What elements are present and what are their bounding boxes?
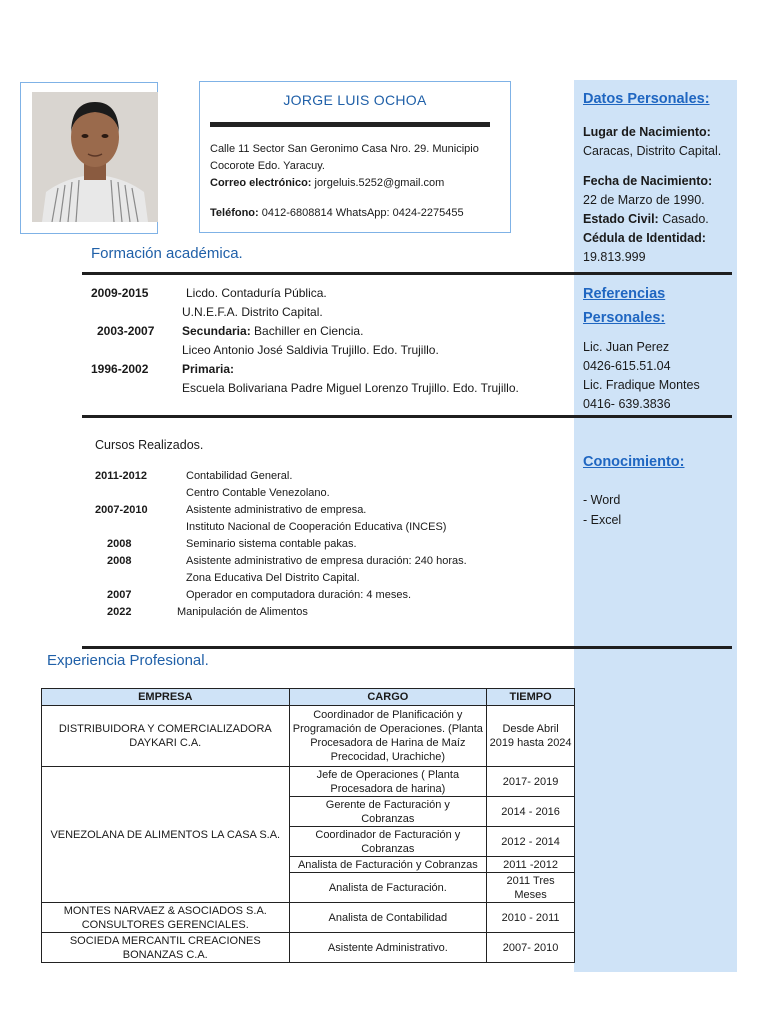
section-divider bbox=[82, 415, 732, 418]
conocimiento-heading: Conocimiento: bbox=[583, 454, 685, 470]
email-label: Correo electrónico: bbox=[210, 177, 312, 189]
formacion-year bbox=[91, 303, 182, 322]
curso-year: 2011-2012 bbox=[95, 470, 147, 482]
table-header-row bbox=[42, 689, 575, 706]
column-header-cargo: CARGO bbox=[289, 689, 487, 706]
cargo-cell: Jefe de Operaciones ( Planta Procesadora de harina) bbox=[289, 767, 487, 797]
datos-personales-heading: Datos Personales: bbox=[583, 91, 710, 107]
cursos-heading: Cursos Realizados. bbox=[95, 438, 204, 452]
curso-row bbox=[95, 536, 565, 553]
referencias-heading-line1: Referencias bbox=[583, 286, 666, 302]
formacion-year bbox=[91, 341, 182, 360]
curso-text: Seminario sistema contable pakas. bbox=[186, 538, 357, 550]
cedula-label: Cédula de Identidad: bbox=[583, 231, 706, 245]
curso-text: Contabilidad General. bbox=[186, 470, 293, 482]
formacion-text: Escuela Bolivariana Padre Miguel Lorenzo Trujillo. Edo. Trujillo. bbox=[182, 381, 519, 395]
tiempo-cell: 2011 Tres Meses bbox=[487, 873, 575, 903]
curso-text: Instituto Nacional de Cooperación Educativa (INCES) bbox=[186, 521, 447, 533]
formacion-year bbox=[91, 379, 182, 398]
formacion-level: Primaria: bbox=[182, 362, 235, 376]
tiempo-cell: Desde Abril 2019 hasta 2024 bbox=[487, 706, 575, 767]
civil-value: Casado. bbox=[658, 212, 709, 226]
skill-item: - Word bbox=[583, 493, 621, 507]
section-divider bbox=[82, 646, 732, 649]
formacion-row bbox=[91, 322, 571, 341]
tiempo-cell: 2012 - 2014 bbox=[487, 827, 575, 857]
cargo-cell: Coordinador de Facturación y Cobranzas bbox=[289, 827, 487, 857]
table-row bbox=[42, 933, 575, 963]
curso-row bbox=[95, 553, 565, 570]
curso-row bbox=[95, 468, 565, 485]
curso-text: Centro Contable Venezolano. bbox=[186, 487, 330, 499]
curso-year: 2008 bbox=[107, 555, 132, 567]
formacion-text: U.N.E.F.A. Distrito Capital. bbox=[182, 305, 323, 319]
curso-text: Operador en computadora duración: 4 meses. bbox=[186, 589, 412, 601]
curso-row bbox=[95, 604, 565, 621]
curso-row bbox=[95, 519, 565, 536]
cargo-cell: Analista de Contabilidad bbox=[289, 903, 487, 933]
curso-year bbox=[95, 570, 186, 587]
reference-line: 0416- 639.3836 bbox=[583, 397, 671, 411]
phone-value: 0412-6808814 WhatsApp: 0424-2275455 bbox=[261, 207, 464, 219]
cargo-cell: Coordinador de Planificación y Programación de Operaciones. (Planta Procesadora de Harina de Maíz Precocidad, Urachiche) bbox=[289, 706, 487, 767]
formacion-year: 2003-2007 bbox=[97, 324, 155, 338]
address-line-2: Cocorote Edo. Yaracuy. bbox=[210, 160, 325, 172]
curso-row bbox=[95, 502, 565, 519]
skill-item: - Excel bbox=[583, 513, 622, 527]
formacion-text: Bachiller en Ciencia. bbox=[250, 324, 364, 338]
curso-year: 2008 bbox=[107, 538, 132, 550]
candidate-name: JORGE LUIS OCHOA bbox=[283, 92, 427, 108]
table-row bbox=[42, 903, 575, 933]
column-header-empresa: EMPRESA bbox=[42, 689, 290, 706]
cedula-value: 19.813.999 bbox=[583, 250, 646, 264]
curso-text: Manipulación de Alimentos bbox=[177, 606, 308, 618]
experiencia-heading: Experiencia Profesional. bbox=[47, 652, 209, 669]
formacion-row bbox=[91, 284, 571, 303]
conocimiento-list bbox=[583, 490, 621, 530]
curso-row bbox=[95, 587, 565, 604]
referencias-heading-line2: Personales: bbox=[583, 310, 666, 326]
name-divider bbox=[210, 122, 490, 127]
referencias-heading bbox=[583, 282, 665, 330]
reference-line: 0426-615.51.04 bbox=[583, 359, 671, 373]
curso-text: Asistente administrativo de empresa duración: 240 horas. bbox=[186, 555, 467, 567]
empresa-cell: VENEZOLANA DE ALIMENTOS LA CASA S.A. bbox=[42, 767, 290, 903]
cursos-list bbox=[95, 468, 565, 621]
cargo-cell: Asistente Administrativo. bbox=[289, 933, 487, 963]
curso-year: 2007 bbox=[107, 589, 132, 601]
curso-year bbox=[95, 519, 186, 536]
formacion-level: Secundaria: bbox=[182, 324, 251, 338]
tiempo-cell: 2010 - 2011 bbox=[487, 903, 575, 933]
formacion-text: Licdo. Contaduría Pública. bbox=[186, 286, 327, 300]
curso-text: Zona Educativa Del Distrito Capital. bbox=[186, 572, 360, 584]
section-divider bbox=[82, 272, 732, 275]
tiempo-cell: 2007- 2010 bbox=[487, 933, 575, 963]
curso-row bbox=[95, 485, 565, 502]
table-row bbox=[42, 706, 575, 767]
cargo-cell: Analista de Facturación. bbox=[289, 873, 487, 903]
formacion-list bbox=[91, 284, 571, 398]
profile-photo bbox=[32, 92, 158, 222]
cargo-cell: Analista de Facturación y Cobranzas bbox=[289, 857, 487, 873]
formacion-year: 2009-2015 bbox=[91, 286, 149, 300]
lugar-value: Caracas, Distrito Capital. bbox=[583, 144, 722, 158]
curso-year: 2022 bbox=[107, 606, 132, 618]
empresa-cell: SOCIEDA MERCANTIL CREACIONES BONANZAS C.A. bbox=[42, 933, 290, 963]
cargo-cell: Gerente de Facturación y Cobranzas bbox=[289, 797, 487, 827]
civil-label: Estado Civil: bbox=[583, 212, 659, 226]
formacion-row bbox=[91, 360, 571, 379]
tiempo-cell: 2014 - 2016 bbox=[487, 797, 575, 827]
datos-personales bbox=[583, 123, 733, 267]
email-line bbox=[210, 175, 444, 192]
reference-line: Lic. Fradique Montes bbox=[583, 378, 700, 392]
email-value: jorgeluis.5252@gmail.com bbox=[314, 177, 445, 189]
curso-text: Asistente administrativo de empresa. bbox=[186, 504, 367, 516]
fecha-value: 22 de Marzo de 1990. bbox=[583, 193, 705, 207]
phone-line bbox=[210, 205, 464, 222]
curso-year: 2007-2010 bbox=[95, 504, 148, 516]
experiencia-table bbox=[41, 688, 575, 963]
curso-year bbox=[95, 485, 186, 502]
phone-label: Teléfono: bbox=[210, 207, 259, 219]
reference-line: Lic. Juan Perez bbox=[583, 340, 670, 354]
empresa-cell: MONTES NARVAEZ & ASOCIADOS S.A. CONSULTORES GERENCIALES. bbox=[42, 903, 290, 933]
referencias-list bbox=[583, 338, 700, 414]
formacion-heading: Formación académica. bbox=[91, 245, 243, 262]
formacion-row bbox=[91, 303, 571, 322]
tiempo-cell: 2017- 2019 bbox=[487, 767, 575, 797]
lugar-label: Lugar de Nacimiento: bbox=[583, 125, 711, 139]
formacion-year: 1996-2002 bbox=[91, 362, 149, 376]
formacion-text: Liceo Antonio José Saldivia Trujillo. Edo. Trujillo. bbox=[182, 343, 439, 357]
address-line-1: Calle 11 Sector San Geronimo Casa Nro. 29. Municipio bbox=[210, 143, 479, 155]
fecha-label: Fecha de Nacimiento: bbox=[583, 174, 713, 188]
formacion-row bbox=[91, 341, 571, 360]
empresa-cell: DISTRIBUIDORA Y COMERCIALIZADORA DAYKARI C.A. bbox=[42, 706, 290, 767]
tiempo-cell: 2011 -2012 bbox=[487, 857, 575, 873]
curso-row bbox=[95, 570, 565, 587]
formacion-row bbox=[91, 379, 571, 398]
column-header-tiempo: TIEMPO bbox=[487, 689, 575, 706]
table-row bbox=[42, 767, 575, 797]
